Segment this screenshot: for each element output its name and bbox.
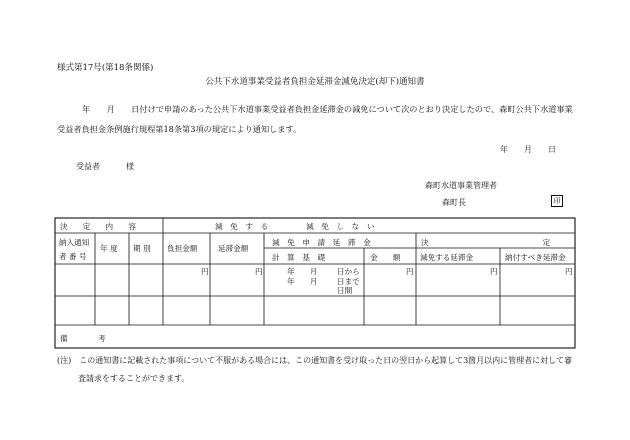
- unit-yen: 円: [490, 267, 498, 276]
- calc-to: 日まで: [337, 277, 360, 286]
- calc-to-year: 年 月: [287, 277, 318, 286]
- document-title: 公共下水道事業受益者負担金延滞金減免決定(却下)通知書: [205, 77, 425, 87]
- unit-yen: 円: [201, 267, 209, 276]
- col-calc: 計 算 基 礎: [272, 253, 326, 262]
- calc-from: 日から: [337, 267, 360, 276]
- col-exempt: 減免する延滞金: [420, 253, 474, 262]
- col-pay: 納付すべき延滞金: [505, 253, 566, 262]
- col-period: 期 別: [133, 244, 151, 253]
- unit-yen: 円: [255, 267, 263, 276]
- form-number: 様式第17号(第18条関係): [57, 63, 154, 73]
- mayor-name: 森町長: [442, 198, 466, 207]
- note-line-2: 査請求をすることができます。: [78, 374, 190, 383]
- decision-label: 決 定 内 容: [60, 222, 136, 231]
- col-decision: 決 定: [421, 238, 551, 247]
- unit-yen: 円: [565, 267, 573, 276]
- note-line-1: (注) この通知書に記載された事項について不服がある場合には、この通知書を受け取った日の翌日から起算して3箇月以内に管理者に対して審: [57, 356, 573, 365]
- issuer-name: 森町水道事業管理者: [425, 181, 497, 190]
- col-notice-no-1: 納入通知: [59, 238, 90, 247]
- col-burden: 負担金額: [167, 244, 198, 253]
- calc-days: 日間: [337, 286, 353, 295]
- body-paragraph: 年 月 日付けで申請のあった公共下水道事業受益者負担金延滞金の減免について次のとおり決定したので、森町公共下水道事業受益者負担金条例施行規程第18条第3項の規定により通知します。: [57, 104, 573, 134]
- col-year: 年 度: [100, 244, 118, 253]
- recipient-label: 受益者: [76, 162, 100, 171]
- col-notice-no-2: 者 番 号: [59, 252, 87, 261]
- seal-mark: 印: [551, 195, 563, 207]
- col-late: 延滞金額: [218, 244, 249, 253]
- remarks-label: 備 考: [60, 334, 106, 343]
- decision-options: 減 免 す る 減 免 し な い: [215, 222, 375, 231]
- recipient-honorific: 様: [126, 162, 134, 171]
- unit-yen: 円: [406, 267, 414, 276]
- issue-date: 年 月 日: [500, 145, 556, 154]
- calc-from-year: 年 月: [287, 267, 318, 276]
- col-amount: 金 額: [370, 253, 401, 262]
- col-apply: 減 免 申 請 延 滞 金: [272, 238, 371, 247]
